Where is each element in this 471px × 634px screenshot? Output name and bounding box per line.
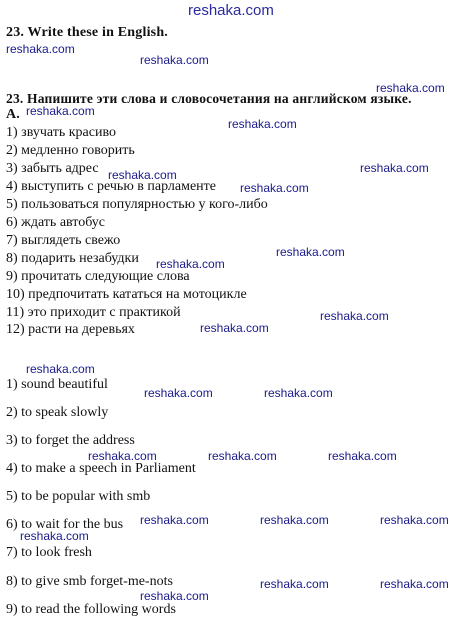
en-item: 6) to wait for the bus: [6, 517, 124, 532]
ru-item: 10) предпочитать кататься на мотоцикле: [6, 287, 247, 302]
ru-item: 11) это приходит с практикой: [6, 305, 181, 320]
watermark: reshaka.com: [376, 81, 445, 95]
watermark: reshaka.com: [276, 245, 345, 259]
en-item: 4) to make a speech in Parliament: [6, 461, 196, 476]
watermark: reshaka.com: [200, 321, 269, 335]
watermark: reshaka.com: [240, 181, 309, 195]
watermark: reshaka.com: [140, 589, 209, 603]
watermark: reshaka.com: [360, 161, 429, 175]
en-item: 5) to be popular with smb: [6, 489, 151, 504]
en-item: 2) to speak slowly: [6, 405, 109, 420]
watermark-top: reshaka.com: [188, 2, 274, 19]
ru-item: 12) расти на деревьях: [6, 322, 135, 337]
watermark: reshaka.com: [26, 104, 95, 118]
watermark: reshaka.com: [264, 386, 333, 400]
ru-item: 2) медленно говорить: [6, 143, 135, 158]
en-item: 3) to forget the address: [6, 433, 135, 448]
watermark: reshaka.com: [26, 362, 95, 376]
ru-item: 9) прочитать следующие слова: [6, 269, 190, 284]
watermark: reshaka.com: [228, 117, 297, 131]
en-item: 8) to give smb forget-me-nots: [6, 574, 173, 589]
en-item: 9) to read the following words: [6, 602, 176, 617]
watermark: reshaka.com: [260, 513, 329, 527]
ru-item: 8) подарить незабудки: [6, 251, 139, 266]
watermark: reshaka.com: [380, 577, 449, 591]
watermark: reshaka.com: [144, 386, 213, 400]
watermark: reshaka.com: [6, 42, 75, 56]
watermark: reshaka.com: [380, 513, 449, 527]
task-heading-ru: 23. Напишите эти слова и словосочетания на английском языке.: [6, 91, 412, 106]
en-item: 1) sound beautiful: [6, 377, 108, 392]
ru-item: 4) выступить с речью в парламенте: [6, 179, 217, 194]
watermark: reshaka.com: [140, 53, 209, 67]
task-heading-en: 23. Write these in English.: [6, 25, 169, 40]
watermark: reshaka.com: [208, 449, 277, 463]
ru-item: 5) пользоваться популярностью у кого-либо: [6, 197, 268, 212]
watermark: reshaka.com: [328, 449, 397, 463]
watermark: reshaka.com: [20, 529, 89, 543]
ru-item: 6) ждать автобус: [6, 215, 106, 230]
watermark: reshaka.com: [108, 168, 177, 182]
ru-item: 1) звучать красиво: [6, 125, 116, 140]
watermark: reshaka.com: [320, 309, 389, 323]
watermark: reshaka.com: [156, 257, 225, 271]
watermark: reshaka.com: [140, 513, 209, 527]
ru-item: 7) выглядеть свежо: [6, 233, 121, 248]
watermark: reshaka.com: [260, 577, 329, 591]
watermark: reshaka.com: [88, 449, 157, 463]
en-item: 7) to look fresh: [6, 545, 92, 560]
part-a-label: A.: [6, 107, 21, 122]
ru-item: 3) забыть адрес: [6, 161, 99, 176]
